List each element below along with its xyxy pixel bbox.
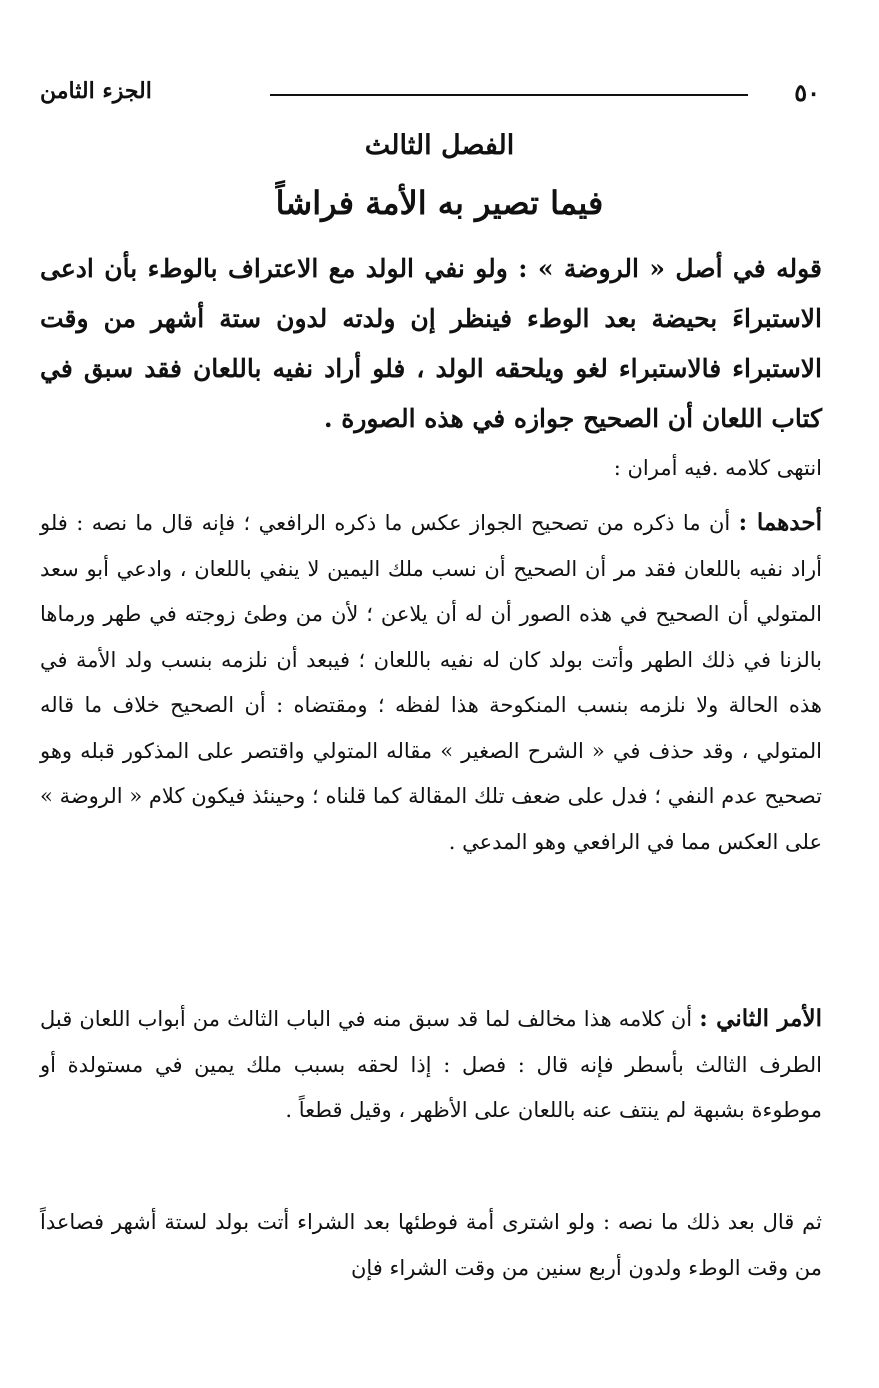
chapter-subtitle: فيما تصير به الأمة فراشاً — [275, 184, 604, 222]
first-matter-lead: أحدهما : — [738, 509, 822, 536]
page-header — [40, 72, 820, 116]
quote-paragraph: قوله في أصل « الروضة » : ولو نفي الولد مع الاعتراف بالوطء بأن ادعى الاستبراءَ بحيضة بعد الوطء فينظر إن ولدته لدون ستة أشهر من وقت الاستبراء فالاستبراء لغو ويلحقه الولد ، فلو أراد نفيه باللعان فقد سبق في كتاب اللعان أن الصحيح جوازه في هذه الصورة . — [40, 254, 822, 433]
second-matter-lead: الأمر الثاني : — [699, 1005, 823, 1032]
first-matter-paragraph — [40, 500, 860, 865]
intro-line: انتهى كلامه .فيه أمران : — [613, 456, 822, 480]
second-matter-paragraph — [40, 996, 860, 1134]
first-matter-text: أن ما ذكره من تصحيح الجواز عكس ما ذكره الرافعي ؛ فإنه قال ما نصه : فلو أراد نفيه باللعان فقد مر أن الصحيح أن نسب ملك اليمين لا ينفي باللعان ، وادعي أبو سعد المتولي أن الصحيح في هذه الصور أن له أن يلاعن ؛ لأن من وطئ زوجته في طهر ورماها بالزنا في ذلك الطهر وأتت بولد كان له نفيه باللعان ؛ فيبعد أن نلزمه بنسب ولد الأمة في هذه الحالة ولا نلزمه بنسب المنكوحة هذا لفظه ؛ ومقتضاه : أن الصحيح خلاف ما قاله المتولي ، وقد حذف في « الشرح الصغير » مقاله المتولي واقتصر على المذكور قبله وهو تصحيح عدم النفي ؛ فدل على ضعف تلك المقالة كما قلناه ؛ وحينئذ فيكون كلام « الروضة » على العكس مما في الرافعي وهو المدعي . — [40, 511, 822, 854]
second-matter-text: أن كلامه هذا مخالف لما قد سبق منه في الباب الثالث من أبواب اللعان قبل الطرف الثالث بأسطر فإنه قال : فصل : إذا لحقه بسبب ملك يمين في مستولدة أو موطوءة بشبهة لم ينتف عنه باللعان على الأظهر ، وقيل قطعاً . — [40, 1007, 822, 1122]
chapter-title: الفصل الثالث — [364, 130, 515, 161]
closing-paragraph: ثم قال بعد ذلك ما نصه : ولو اشترى أمة فوطئها بعد الشراء أتت بولد لستة أشهر فصاعداً من وقت الوطء ولدون أربع سنين من وقت الشراء فإن — [40, 1210, 822, 1280]
header-rule — [270, 94, 748, 96]
part-title: الجزء الثامن — [40, 78, 152, 104]
page-number: ٥٠ — [794, 78, 820, 107]
